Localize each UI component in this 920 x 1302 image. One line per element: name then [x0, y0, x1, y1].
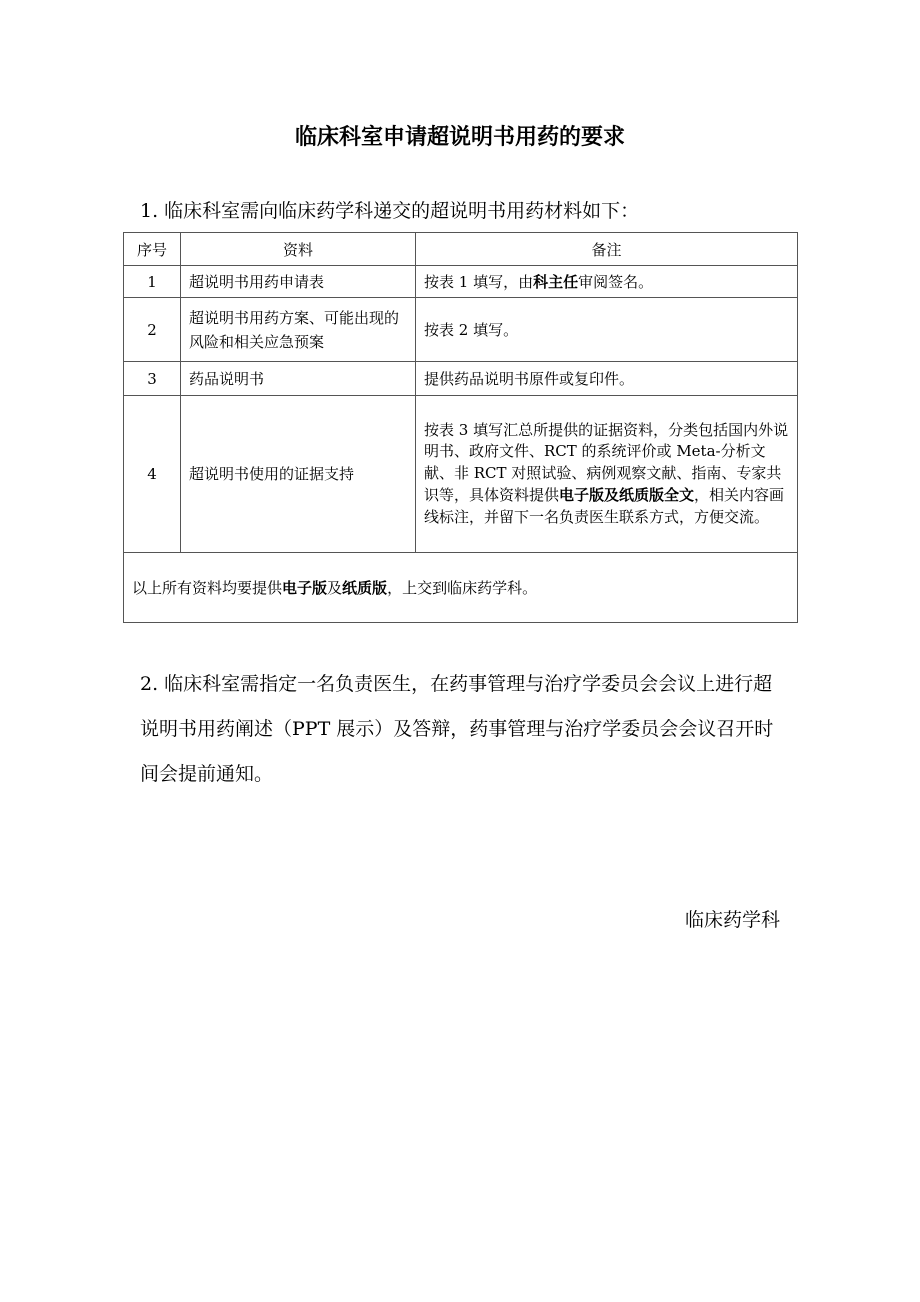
section-2-paragraph: 2. 临床科室需指定一名负责医生，在药事管理与治疗学委员会会议上进行超说明书用药阐述（PPT 展示）及答辩，药事管理与治疗学委员会会议召开时间会提前通知。	[140, 673, 774, 785]
footer-text: ，上交到临床药学科。	[387, 579, 538, 597]
footer-text: 及	[327, 579, 343, 597]
header-material: 资料	[181, 233, 416, 266]
row-index: 4	[124, 396, 181, 553]
materials-table	[123, 232, 798, 623]
footer-text: 以上所有资料均要提供	[132, 579, 283, 597]
table-row	[124, 362, 798, 396]
section-1-heading: 1. 临床科室需向临床药学科递交的超说明书用药材料如下：	[140, 200, 640, 222]
note-text: 审阅签名。	[578, 272, 654, 291]
row-material: 超说明书使用的证据支持	[181, 396, 416, 553]
note-text: 按表 3 填写汇总所提供的证据资料，分类包括国内外说明书、政府文件、RCT 的系统评价或 Meta-分析文献、非 RCT 对照试验、病例观察文献、指南、专家共识等，具体资料提供	[424, 420, 789, 504]
footer-emphasis: 纸质版	[342, 579, 388, 597]
table-row	[124, 266, 798, 298]
table-header-row	[124, 233, 798, 266]
row-material: 超说明书用药申请表	[181, 266, 416, 298]
row-note: 按表 2 填写。	[416, 298, 798, 362]
table-footer	[124, 553, 798, 623]
table-footer-row	[124, 553, 798, 623]
signature: 临床药学科	[684, 909, 780, 931]
note-emphasis: 科主任	[533, 272, 579, 291]
page-title: 临床科室申请超说明书用药的要求	[294, 125, 625, 150]
table-row	[124, 396, 798, 553]
row-material: 超说明书用药方案、可能出现的风险和相关应急预案	[181, 298, 416, 362]
row-index: 2	[124, 298, 181, 362]
row-note: 提供药品说明书原件或复印件。	[416, 362, 798, 396]
row-index: 1	[124, 266, 181, 298]
header-index: 序号	[124, 233, 181, 266]
note-emphasis: 电子版及纸质版全文	[559, 485, 695, 504]
row-note	[416, 396, 798, 553]
row-note	[416, 266, 798, 298]
footer-emphasis: 电子版	[282, 579, 328, 597]
row-material: 药品说明书	[181, 362, 416, 396]
table-row	[124, 298, 798, 362]
header-note: 备注	[416, 233, 798, 266]
row-index: 3	[124, 362, 181, 396]
note-text: ，相关内容画线标注，并留下一名负责医生联系方式，方便交流。	[424, 485, 785, 526]
note-text: 按表 1 填写，由	[424, 272, 534, 291]
